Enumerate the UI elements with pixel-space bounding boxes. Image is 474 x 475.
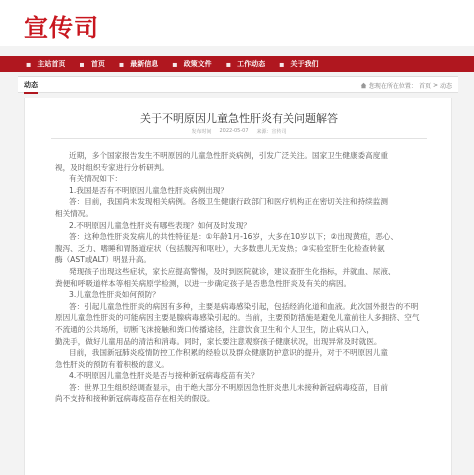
main-nav	[0, 56, 474, 72]
nav-item-about[interactable]: ▪ 关于我们	[279, 59, 319, 69]
nav-separator-icon: ▪	[79, 59, 85, 69]
article-paragraph: 原因儿童急性肝炎的可能病因主要是腺病毒感染引起的。当前，主要预防措施是避免儿童前往人多拥挤、空气	[55, 313, 420, 323]
article-paragraph: 相关情况。	[55, 208, 93, 218]
breadcrumb-sep: >	[432, 82, 438, 89]
article-paragraph: 答：目前，我国尚未发现相关病例。各级卫生健康行政部门和医疗机构正在密切关注和持续监测	[69, 197, 388, 207]
article-paragraph: 粪便和呼吸道样本等相关病原学检测，以进一步确定孩子是否患急性肝炎及有关的病因。	[55, 278, 352, 288]
article-paragraph: 尚不支持和接种新冠病毒疫苗存在相关的假设。	[55, 394, 215, 404]
section-title: 动态	[24, 80, 38, 94]
nav-item-news[interactable]: ▪ 工作动态	[225, 59, 266, 69]
nav-item-home[interactable]: ▪ 首页	[79, 59, 105, 69]
site-logo[interactable]: 宣传司	[24, 13, 99, 42]
article-paragraph: 视，及时组织专家进行分析研判。	[55, 162, 169, 172]
article-paragraph: 2.不明原因儿童急性肝炎有哪些表现？如何及时发现？	[69, 220, 251, 230]
article-meta	[25, 128, 453, 135]
breadcrumb-current[interactable]: 动态	[439, 83, 452, 90]
article-body	[55, 150, 427, 405]
nav-separator-icon: ▪	[279, 59, 285, 69]
article-paragraph: 勤洗手，做好儿童用品的清洁和消毒。同时，家长要注意观察孩子健康状况，出现异常及时就医。	[55, 336, 382, 346]
article-paragraph: 酶（AST或ALT）明显升高。	[55, 255, 152, 265]
meta-label: 发布时间	[191, 129, 212, 135]
article-paragraph: 発现孩子出现这些症状，家长应提高警惕，及时到医院就诊，建议查肝生化指标，并就血、尿液、	[69, 266, 396, 276]
breadcrumb	[360, 81, 452, 90]
article-paragraph: 1.我国是否有不明原因儿童急性肝炎病例出现？	[69, 185, 229, 195]
nav-separator-icon: ▪	[225, 59, 232, 69]
article-paragraph: 急性肝炎的预防有着积极的意义。	[55, 359, 169, 369]
nav-separator-icon: ▪	[172, 59, 178, 69]
meta-source: 来源：宣传司	[256, 129, 287, 135]
nav-item-latest[interactable]: ▪ 最新信息	[118, 59, 159, 69]
nav-item-main-home[interactable]: ▪ 主站首页	[26, 59, 66, 69]
article-paragraph: 4.不明原因儿童急性肝炎是否与接种新冠病毒疫苗有关？	[69, 371, 259, 381]
article-paragraph: 答：引起儿童急性肝炎的病因有多种，主要是病毒感染引起，包括经消化道和血液。此次国外报告的不明	[69, 301, 419, 311]
article-paragraph: 腹泻、乏力、嗜睡和胃肠道症状（包括腹泻和呕吐），大多数患儿无发热；③实验室肝生化检查转氨	[55, 243, 385, 253]
site-header	[0, 0, 474, 46]
home-icon	[360, 82, 367, 89]
breadcrumb-home[interactable]: 首页	[418, 83, 431, 90]
meta-date: 2022-05-07	[219, 128, 249, 134]
article-paragraph: 有关情况如下：	[69, 174, 123, 184]
section-bar	[18, 76, 458, 93]
nav-item-policy[interactable]: ▪ 政策文件	[172, 59, 212, 69]
article-paragraph: 近期，多个国家报告发生不明原因的儿童急性肝炎病例，引发广泛关注。国家卫生健康委高度重	[69, 151, 388, 160]
breadcrumb-prefix: 您现在所在位置：	[368, 83, 417, 90]
article-paragraph: 不流通的公共场所，切断飞沫接触和粪口传播途径，注意饮食卫生和个人卫生，防止病从口入，	[55, 324, 374, 334]
nav-separator-icon: ▪	[26, 59, 32, 69]
article-paragraph: 3.儿童急性肝炎如何预防？	[69, 290, 160, 300]
article-paragraph: 答：这种急性肝炎发病儿的共性特征是：①年龄1月-16岁，大多在10岁以下；②出现黄疸，恶心、	[69, 232, 399, 242]
divider	[51, 138, 427, 139]
nav-separator-icon: ▪	[118, 59, 125, 69]
article-paragraph: 目前，我国新冠肺炎疫情防控工作积累的经验以及群众健康防护意识的提升，对于不明原因儿童	[69, 348, 388, 358]
article-paragraph: 答：世界卫生组织经调查显示，由于绝大部分不明原因急性肝炎患儿未接种新冠病毒疫苗，目前	[69, 382, 388, 392]
article-title: 关于不明原因儿童急性肝炎有关问题解答	[140, 112, 338, 125]
article-panel	[24, 98, 452, 475]
